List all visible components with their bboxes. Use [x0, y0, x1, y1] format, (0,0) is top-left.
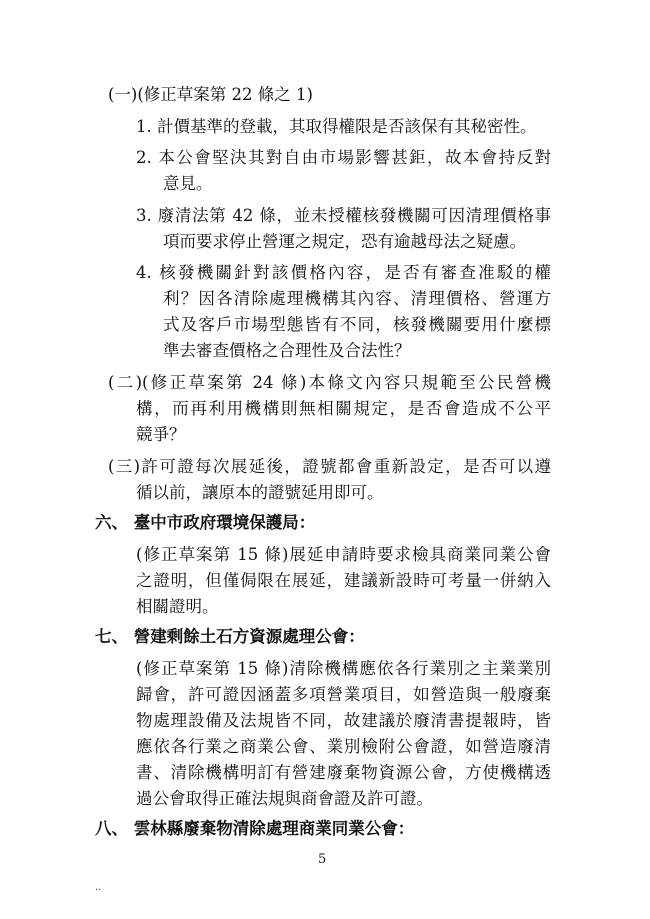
item-4-line-4: 準去審查價格之合理性及合法性？ — [163, 341, 411, 360]
section-7-line-2: 歸會，許可證因涵蓋多項營業項目，如營造與一般廢棄 — [136, 685, 551, 704]
subsection-3-line-1: (三)許可證每次展延後，證號都會重新設定，是否可以遵 — [108, 457, 551, 476]
section-7-line-6: 過公會取得正確法規與商會證及許可證。 — [136, 789, 433, 808]
page-number: 5 — [318, 852, 327, 867]
section-7-line-5: 書、清除機構明訂有營建廢棄物資源公會，方使機構透 — [136, 763, 551, 782]
footer-mark: .. — [95, 882, 102, 893]
section-6-line-1: (修正草案第 15 條)展延申請時要求檢具商業同業公會 — [136, 545, 551, 564]
section-6-heading: 六、 臺中市政府環境保護局： — [95, 513, 316, 532]
section-7-heading: 七、 營建剩餘土石方資源處理公會： — [95, 627, 365, 646]
item-4-line-3: 式及客戶市場型態皆有不同，核發機關要用什麼標 — [163, 315, 551, 334]
subsection-3-line-2: 循以前，讓原本的證號延用即可。 — [136, 483, 384, 502]
subsection-1-heading: (一)(修正草案第 22 條之 1) — [108, 85, 313, 104]
section-7-line-4: 應依各行業之商業公會、業別檢附公會證，如營造廢清 — [136, 737, 551, 756]
item-3-line-2: 項而要求停止營運之規定，恐有逾越母法之疑慮。 — [163, 232, 526, 251]
section-6-line-3: 相關證明。 — [136, 597, 219, 616]
item-2-line-1: 2. 本公會堅決其對自由市場影響甚鉅，故本會持反對 — [136, 148, 551, 167]
item-4-line-2: 利？因各清除處理機構其內容、清理價格、營運方 — [163, 289, 551, 308]
item-4-line-1: 4. 核發機關針對該價格內容，是否有審查准駁的權 — [136, 263, 551, 282]
item-2-line-2: 意見。 — [163, 174, 213, 193]
item-1: 1. 計價基準的登載，其取得權限是否該保有其秘密性。 — [136, 117, 537, 136]
subsection-2-line-1: (二)(修正草案第 24 條)本條文內容只規範至公民營機 — [108, 373, 551, 392]
section-8-heading: 八、 雲林縣廢棄物清除處理商業同業公會： — [95, 819, 415, 838]
subsection-2-line-3: 競爭？ — [136, 425, 186, 444]
subsection-2-line-2: 構，而再利用機構則無相關規定，是否會造成不公平 — [136, 399, 551, 418]
item-3-line-1: 3. 廢清法第 42 條，並未授權核發機關可因清理價格事 — [136, 206, 551, 225]
section-6-line-2: 之證明，但僅侷限在展延，建議新設時可考量一併納入 — [136, 571, 551, 590]
section-7-line-1: (修正草案第 15 條)清除機構應依各行業別之主業業別 — [136, 659, 551, 678]
section-7-line-3: 物處理設備及法規皆不同，故建議於廢清書提報時，皆 — [136, 711, 551, 730]
